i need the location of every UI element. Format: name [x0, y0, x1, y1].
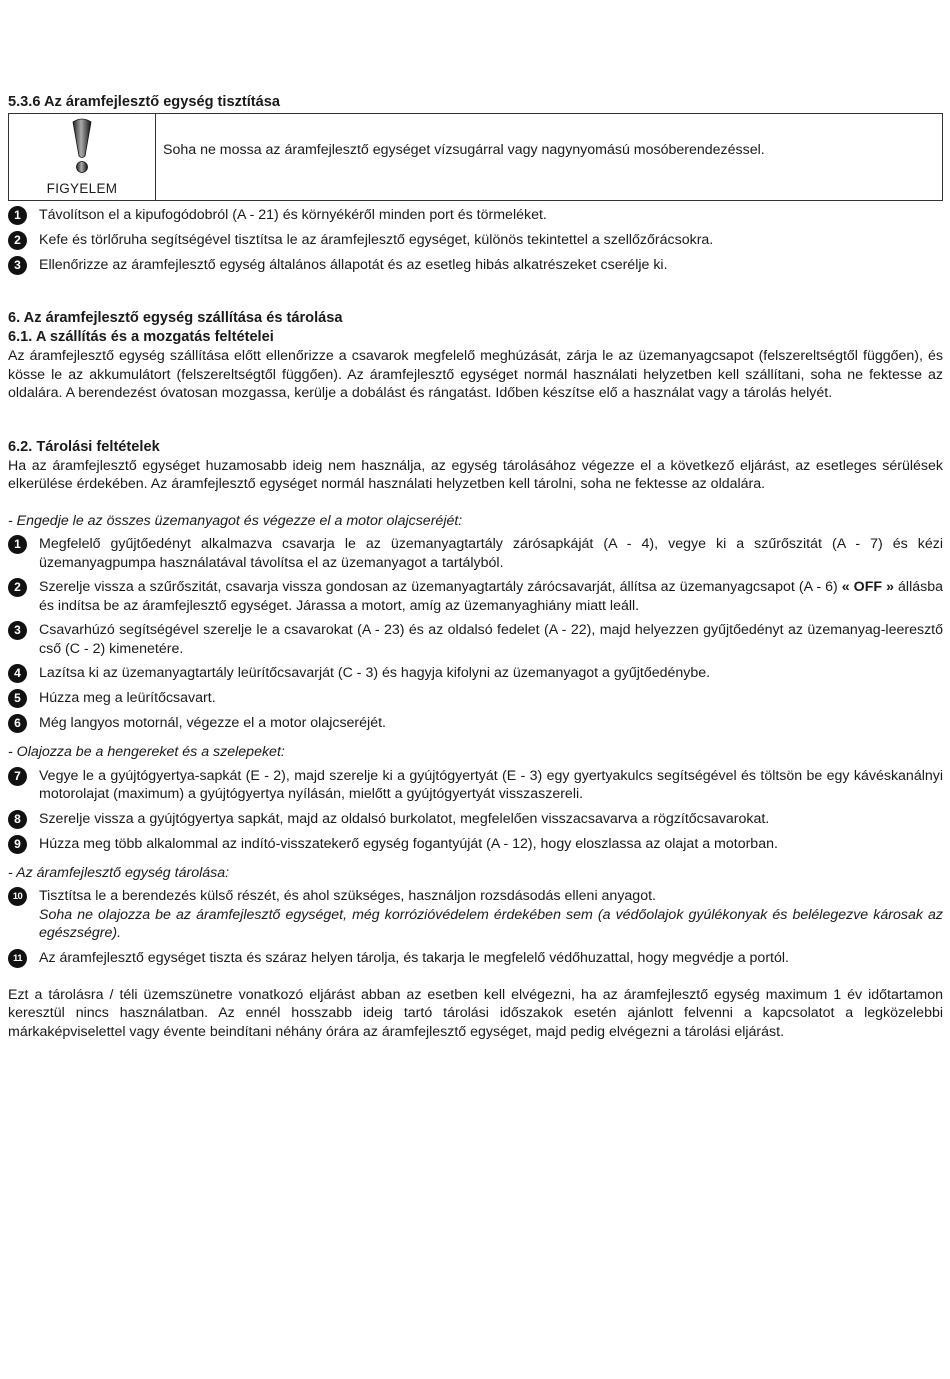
list-item	[8, 664, 943, 683]
list-item-text: Tisztítsa le a berendezés külső részét, és ahol szükséges, használjon rozsdásodás elleni anyagot. Soha ne olajozza be az áramfejlesztő egységet, még korrózióvédelem érdekében sem (a védőolajok gyúlékonyak és belélegezve károsak az egészségre).	[39, 888, 943, 941]
list-item	[8, 887, 943, 943]
list-item-text: Csavarhúzó segítségével szerelje le a csavarokat (A - 23) és az oldalsó fedelet (A - 22), majd helyezzen gyűjtőedényt az üzemanyag-leeresztő cső (C - 2) kimenetére.	[39, 622, 943, 657]
exclamation-icon	[70, 118, 94, 174]
list-item-text: Vegye le a gyújtógyertya-sapkát (E - 2), majd szerelje ki a gyújtógyertyát (E - 3) egy gyertyakulcs segítségével és töltsön be egy kávéskanálnyi motorolajat (maximum) a gyújtógyertya nyílásán, mielőtt a gyújtógyertyát visszaszereli.	[39, 767, 943, 802]
list-item	[8, 578, 943, 615]
list-item-text: Távolítson el a kipufogódobról (A - 21) és környékéről minden port és törmeléket.	[39, 207, 547, 223]
list-item-text: Kefe és törlőruha segítségével tisztítsa le az áramfejlesztő egységet, különös tekintettel a szellőzőrácsokra.	[39, 232, 714, 248]
list-item	[8, 206, 943, 225]
number-badge: 5	[8, 689, 27, 708]
number-badge: 2	[8, 578, 27, 597]
list-item	[8, 231, 943, 250]
warning-icon-cell	[9, 114, 156, 200]
list-item-text: Húzza meg több alkalommal az indító-visszatekerő egység fogantyúját (A - 12), hogy eloszlassa az olajat a motorban.	[39, 835, 778, 852]
list-item	[8, 535, 943, 572]
number-badge: 2	[8, 231, 27, 250]
sub-heading-drain: - Engedje le az összes üzemanyagot és végezze el a motor olajcseréjét:	[8, 512, 463, 529]
list-item-text: Húzza meg a leürítőcsavart.	[39, 690, 216, 706]
closing-paragraph: Ezt a tárolásra / téli üzemszünetre vonatkozó eljárást abban az esetben kell elvégezni, ha az áramfejlesztő egység maximum 1 év időtartamon keresztül nincs használatban. Az ennél hosszabb ideig tartó tárolási időszakok esetén ajánlott felvenni a kapcsolatot a legközelebbi márkaképviselettel vagy évente beindítani néhány órára az áramfejlesztő egységet, majd pedig elvégezni a tárolási eljárást.	[8, 986, 943, 1040]
list-item-text: Még langyos motornál, végezze el a motor olajcseréjét.	[39, 715, 386, 731]
number-badge: 3	[8, 256, 27, 275]
number-badge: 6	[8, 714, 27, 733]
list-item-text: Lazítsa ki az üzemanyagtartály leürítőcsavarját (C - 3) és hagyja kifolyni az üzemanyagot a gyűjtőedénybe.	[39, 665, 711, 681]
number-badge: 11	[8, 949, 27, 968]
number-badge: 4	[8, 664, 27, 683]
list-item-text: Szerelje vissza a szűrőszitát, csavarja vissza gondosan az üzemanyagtartály zárócsavarját, állítsa az üzemanyagcsapot (A - 6) « OFF » állásba és indítsa be az áramfejlesztő egységet. Járassa a motort, amíg az üzemanyaghiány miatt leáll.	[39, 579, 943, 614]
list-item	[8, 835, 943, 854]
list-item	[8, 810, 943, 829]
section-title-cleaning: 5.3.6 Az áramfejlesztő egység tisztítása	[8, 94, 280, 110]
number-badge: 7	[8, 767, 27, 786]
number-badge: 3	[8, 621, 27, 640]
list-item	[8, 949, 943, 968]
oil-warning-text: Soha ne olajozza be az áramfejlesztő egységet, még korrózióvédelem érdekében sem (a védőolajok gyúlékonyak és belélegezve károsak az egészségre).	[39, 906, 943, 941]
list-item	[8, 256, 943, 275]
list-item	[8, 621, 943, 658]
number-badge: 1	[8, 535, 27, 554]
number-badge: 8	[8, 810, 27, 829]
list-item	[8, 714, 943, 733]
list-item-text: Ellenőrizze az áramfejlesztő egység általános állapotát és az esetleg hibás alkatrészeket cserélje ki.	[39, 257, 668, 273]
list-item	[8, 689, 943, 708]
subsection-title-62: 6.2. Tárolási feltételek	[8, 438, 160, 455]
number-badge: 9	[8, 835, 27, 854]
section-title-transport: 6. Az áramfejlesztő egység szállítása és tárolása	[8, 310, 343, 326]
list-item-text: Szerelje vissza a gyújtógyertya sapkát, majd az oldalsó burkolatot, megfelelően visszacsavarva a rögzítőcsavarokat.	[39, 810, 770, 827]
paragraph-62: Ha az áramfejlesztő egységet huzamosabb ideig nem használja, az egység tárolásához végezze el a következő eljárást, az esetleges sérülések elkerülése érdekében. Az áramfejlesztő egységet normál használati helyzetben kell tárolni, soha ne fektesse az oldalára.	[8, 457, 943, 492]
list-item-text: Megfelelő gyűjtőedényt alkalmazva csavarja le az üzemanyagtartály zárósapkáját (A - 4), vegye ki a szűrőszitát (A - 7) és kézi üzemanyagpumpa használatával távolítsa el az üzemanyagot a tartályból.	[39, 536, 943, 571]
list-item	[8, 767, 943, 804]
number-badge: 1	[8, 206, 27, 225]
subsection-title-61: 6.1. A szállítás és a mozgatás feltételei	[8, 329, 274, 345]
document-page	[8, 93, 943, 1041]
sub-heading-oil: - Olajozza be a hengereket és a szelepeket:	[8, 744, 285, 760]
off-label: « OFF »	[841, 579, 894, 595]
warning-box	[8, 113, 943, 201]
sub-heading-storage: - Az áramfejlesztő egység tárolása:	[8, 864, 230, 881]
list-item-text: Az áramfejlesztő egységet tiszta és száraz helyen tárolja, és takarja le megfelelő védőhuzattal, hogy megvédje a portól.	[39, 949, 789, 966]
warning-label: FIGYELEM	[46, 180, 118, 196]
paragraph-61: Az áramfejlesztő egység szállítása előtt ellenőrizze a csavarok megfelelő meghúzását, zárja le az üzemanyagcsapot (felszereltségtől függően), és kösse le az akkumulátort (felszereltségtől függően). Az áramfejlesztő egységet normál használati helyzetben kell szállítani, soha ne fektesse az oldalára. A berendezést óvatosan mozgassa, kerülje a dobálást és rángatást. Időben készítse elő a használat vagy a tárolás helyét.	[8, 348, 943, 401]
number-badge: 10	[8, 887, 27, 906]
warning-text: Soha ne mossa az áramfejlesztő egységet vízsugárral vagy nagynyomású mosóberendezéssel.	[163, 142, 765, 158]
